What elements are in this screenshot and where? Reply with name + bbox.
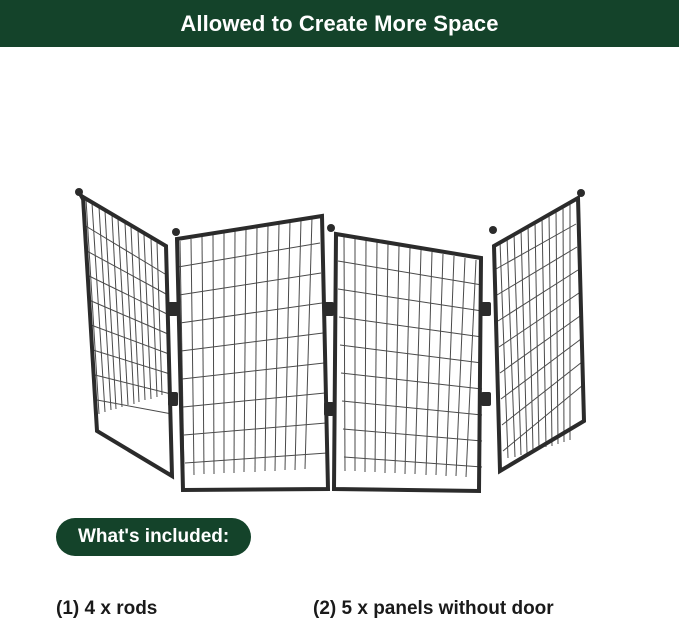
whats-included-badge [56,518,251,556]
fence-panel-3 [327,224,482,491]
included-items-list [56,598,656,628]
whats-included-label: What's included: [78,526,230,547]
product-image-area [0,47,679,497]
panel-hinges [168,302,491,416]
page-title: Allowed to Create More Space [180,11,499,36]
included-item-rods: (1) 4 x rods [56,598,158,619]
included-item-panels: (2) 5 x panels without door [313,598,554,619]
pet-fence-illustration [0,47,679,497]
fence-panel-4 [489,189,585,471]
header-banner [0,0,679,47]
fence-panel-1 [75,188,172,476]
fence-panel-2 [172,216,328,490]
